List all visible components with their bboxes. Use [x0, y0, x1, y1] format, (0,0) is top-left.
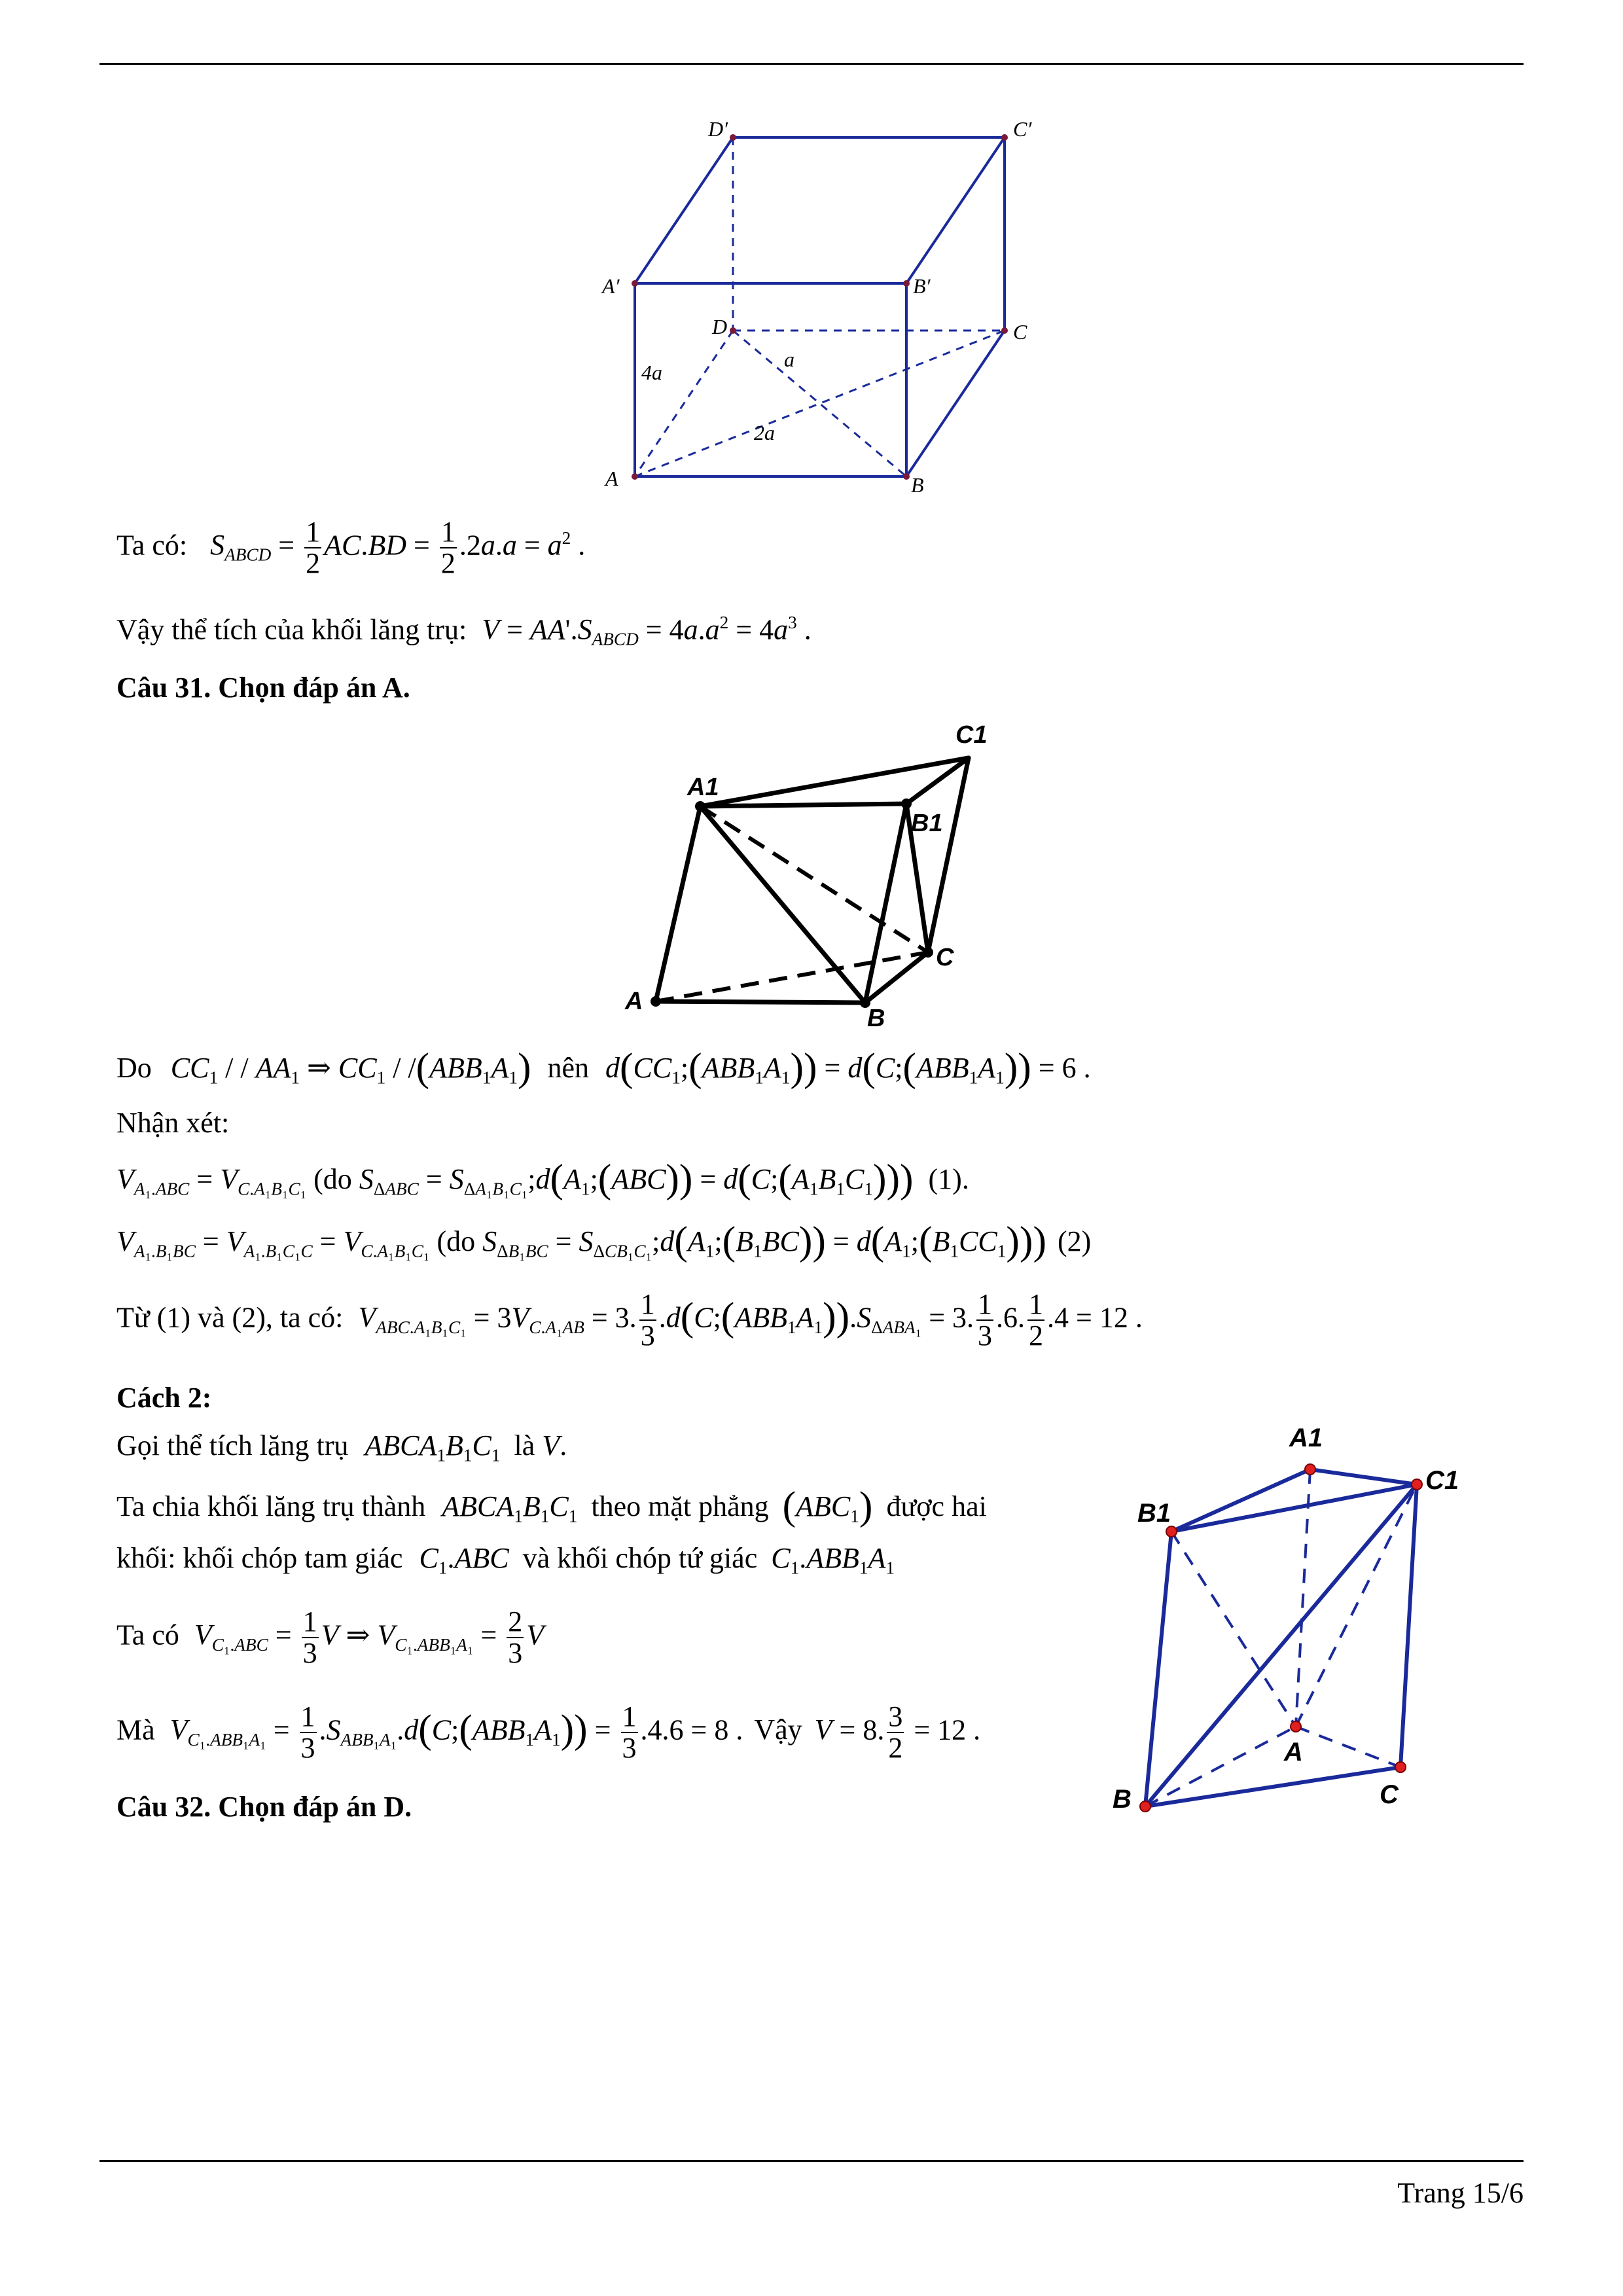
label-b: B [1113, 1785, 1132, 1814]
remark-2: $V_{A_1.B_1BC} = V_{A_1.B_1C_1C} = V_{C.A_1B_1C_1}$ (do $S_{\Delta B_1BC}$ = $S_{\Delta CB_1C_1};d(A_1;(B_1BC))$ = $d(A_1;(B_1CC_1))$) (2) [116, 1219, 1092, 1263]
cach2-line1: Gọi thể tích lăng trụ $ABCA_1B_1C_1$ là V. [116, 1429, 567, 1465]
label-c1: C1 [1425, 1466, 1459, 1495]
goi-label: Gọi thể tích lăng trụ [116, 1429, 349, 1462]
cach2-line2: Ta chia khối lăng trụ thành $ABCA_1B_1C_1$ theo mặt phẳng $(ABC_1)$ được hai [116, 1484, 987, 1528]
do-label: Do [116, 1052, 152, 1085]
remark-1: $V_{A_1.ABC} = V_{C.A_1B_1C_1}$ (do $S_{\Delta ABC}$ = $S_{\Delta A_1B_1C_1};d(A_1;(ABC))$ = $d(C;(A_1B_1C_1))$) (1). [116, 1157, 969, 1201]
pyramid-figure [615, 720, 1008, 1028]
conclusion-31: Từ (1) và (2), ta có: $V_{ABC.A_1B_1C_1} = 3V_{C.A_1AB} = 3$. $\frac{1}{3}$ $.d(C;(ABB_1A_1)).S_{\Delta ABA_1} = 3$. $\frac{1}{3}$ .6. $\frac{1}{2}$ .4 = 12 . [116, 1288, 1143, 1352]
label-c: C [936, 944, 954, 971]
label-b1: B1 [911, 810, 943, 837]
label-b-prime: B′ [913, 274, 931, 298]
footer-rule [99, 2160, 1524, 2162]
label-d: D [712, 315, 728, 338]
label-b: B [867, 1005, 885, 1028]
label-4a: 4a [641, 361, 662, 384]
label-b: B [911, 473, 924, 497]
label-c1: C1 [955, 721, 988, 749]
parallel-line: Do $CC_1$ / / $AA_1$ ⇒ $CC_1 / /(ABB_1A_1)$ nên $d(CC_1;(ABB_1A_1))$ = $d(C;(ABB_1A_1)) = 6$ . [116, 1045, 1091, 1090]
khoi-chop-label: khối: khối chóp tam giác [116, 1542, 403, 1574]
va-khoi-label: và khối chóp tứ giác [522, 1542, 758, 1574]
label-a-len: a [784, 348, 794, 371]
tu-12-label: Từ (1) và (2), ta có: [116, 1301, 344, 1334]
header-rule [99, 63, 1524, 65]
page-number: Trang 15/6 [1397, 2177, 1524, 2209]
cau31-heading: Câu 31. Chọn đáp án A. [116, 672, 410, 704]
vay-label: Vậy [754, 1713, 802, 1746]
tag-2: (2) [1057, 1225, 1092, 1258]
do-paren-2: (do [437, 1225, 476, 1258]
vay-the-tich-label: Vậy thể tích của khối lăng trụ: [116, 613, 467, 646]
label-a1: A1 [1289, 1424, 1323, 1452]
ta-co-2-label: Ta có [116, 1619, 179, 1651]
cach2-heading: Cách 2: [116, 1382, 212, 1414]
cach2-line3: khối: khối chóp tam giác $C_1.ABC$ và khối chóp tứ giác $C_1.ABB_1A_1$ [116, 1542, 895, 1578]
ma-label: Mà [116, 1713, 155, 1746]
label-c-prime: C′ [1013, 117, 1032, 141]
cach2-line4: Ta có $V_{C_1.ABC}$ = $\frac{1}{3}$ V ⇒ $V_{C_1.ABB_1A_1}$ = $\frac{2}{3}$ V [116, 1605, 544, 1670]
theo-label: theo mặt phẳng [591, 1490, 769, 1523]
label-a-prime: A′ [602, 274, 620, 298]
cach2-line5: Mà $V_{C_1.ABB_1A_1}$ = $\frac{1}{3}$ $.S_{ABB_1A_1}.d(C;(ABB_1A_1))$ = $\frac{1}{3}$ .4.6 = 8 . Vậy V = 8. $\frac{3}{2}$ = 12 . [116, 1700, 981, 1765]
label-d-prime: D′ [708, 117, 728, 141]
tag-1: (1). [928, 1163, 969, 1196]
label-a: A [1284, 1738, 1303, 1767]
box-figure [576, 98, 1034, 517]
label-a1: A1 [687, 774, 719, 801]
volume-line: Vậy thể tích của khối lăng trụ: $V = AA'.S_{ABCD} = 4a.a^2 = 4a^3$ . [116, 613, 812, 649]
la-label: là [514, 1429, 535, 1462]
ta-chia-label: Ta chia khối lăng trụ thành [116, 1490, 426, 1523]
label-a: A [625, 988, 643, 1015]
cau32-heading: Câu 32. Chọn đáp án D. [116, 1791, 412, 1823]
do-paren-1: (do [313, 1163, 352, 1196]
nen-label: nên [547, 1052, 590, 1085]
label-c: C [1013, 320, 1027, 344]
ta-co-label: Ta có: [116, 529, 188, 562]
area-formula: Ta có: $S_{ABCD}$ = $\frac{1}{2}$ AC.BD = $\frac{1}{2}$ $.2a.a = a^2$ . [116, 516, 586, 580]
prism-figure [1099, 1407, 1466, 1833]
duoc-hai-label: được hai [886, 1490, 987, 1523]
label-c: C [1380, 1780, 1399, 1809]
nhan-xet: Nhận xét: [116, 1107, 230, 1139]
label-a: A [605, 467, 618, 490]
label-2a: 2a [754, 421, 775, 444]
label-b1: B1 [1137, 1499, 1171, 1528]
